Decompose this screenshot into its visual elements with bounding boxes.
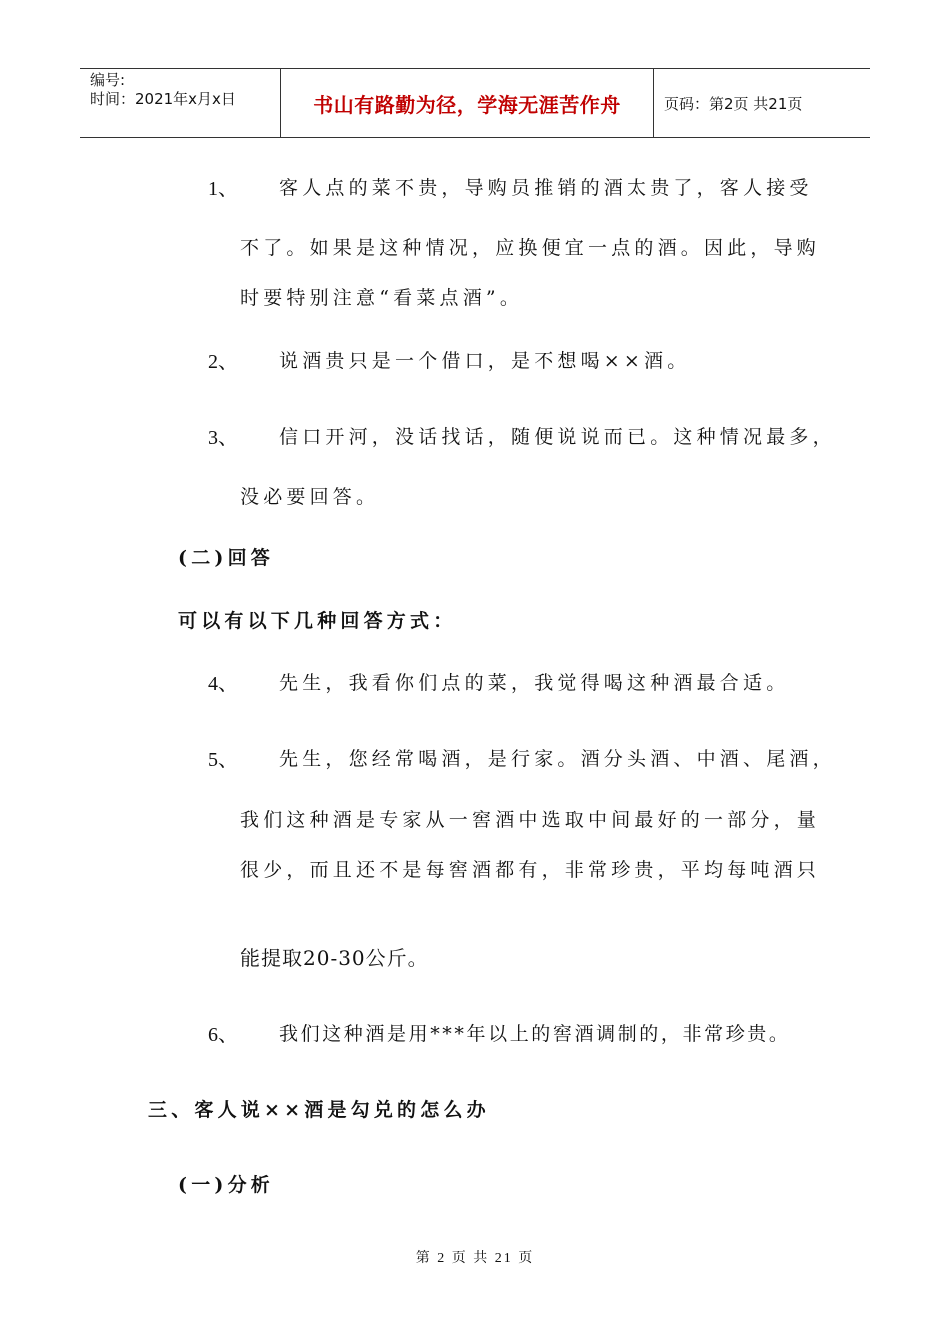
page-footer: 第 2 页 共 21 页 xyxy=(415,1251,535,1266)
header-table xyxy=(80,68,870,138)
item-6-number: 6、 xyxy=(208,1024,238,1046)
item-2-line-1: 说酒贵只是一个借口，是不想喝××酒。 xyxy=(279,350,691,372)
subheading-answer: (二)回答 xyxy=(178,547,274,569)
time-label: 时间：2021年x月x日 xyxy=(90,90,236,108)
item-1-line-2: 不了。如果是这种情况，应换便宜一点的酒。因此，导购 xyxy=(240,237,821,259)
header-left-cell xyxy=(80,69,281,137)
item-5-line-2: 我们这种酒是专家从一窖酒中选取中间最好的一部分，量 xyxy=(240,809,821,831)
item-2-number: 2、 xyxy=(208,351,238,373)
header-page-info: 页码：第2页 共21页 xyxy=(664,94,803,113)
answer-intro: 可以有以下几种回答方式： xyxy=(178,610,457,632)
item-5-line-3: 很少，而且还不是每窖酒都有，非常珍贵，平均每吨酒只 xyxy=(240,859,821,881)
header-motto: 书山有路勤为径，学海无涯苦作舟 xyxy=(281,69,654,137)
item-4-number: 4、 xyxy=(208,673,238,695)
item-6-line-1: 我们这种酒是用***年以上的窖酒调制的，非常珍贵。 xyxy=(279,1023,791,1045)
item-3-line-1: 信口开河，没话找话，随便说说而已。这种情况最多， xyxy=(279,426,836,448)
item-5-line-1: 先生，您经常喝酒，是行家。酒分头酒、中酒、尾酒， xyxy=(279,748,836,770)
item-5-line-4: 能提取20-30公斤。 xyxy=(240,946,429,970)
subheading-analysis: (一)分析 xyxy=(178,1174,274,1196)
item-1-line-3: 时要特别注意“看菜点酒”。 xyxy=(240,287,524,309)
item-3-line-2: 没必要回答。 xyxy=(240,486,380,508)
item-5-number: 5、 xyxy=(208,749,238,771)
item-3-number: 3、 xyxy=(208,427,238,449)
item-1-number: 1、 xyxy=(208,178,238,200)
item-1-line-1: 客人点的菜不贵，导购员推销的酒太贵了，客人接受 xyxy=(279,177,813,199)
section-3-heading: 三、客人说××酒是勾兑的怎么办 xyxy=(148,1099,490,1121)
item-4-line-1: 先生，我看你们点的菜，我觉得喝这种酒最合适。 xyxy=(279,672,790,694)
number-label: 编号: xyxy=(90,71,126,89)
